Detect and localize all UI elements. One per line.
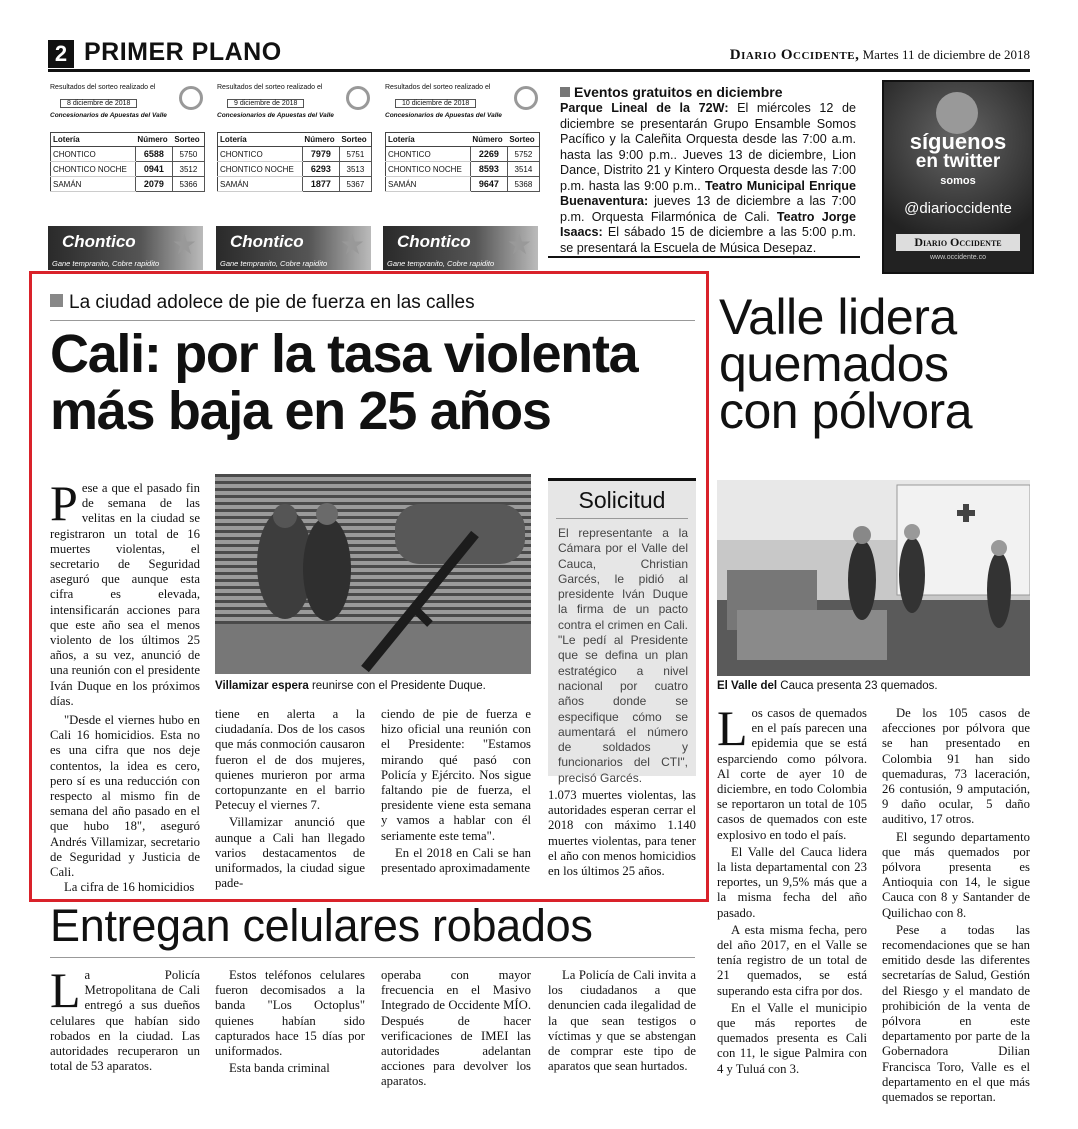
- juegos-logo-icon: [346, 86, 370, 110]
- lottery-draw: 3514: [507, 162, 539, 177]
- chontico-ad: [48, 226, 203, 270]
- lottery-concession: Concesionarios de Apuestas del Valle: [385, 112, 502, 119]
- lottery-number: 2079: [135, 177, 172, 192]
- col-header: Lotería: [386, 133, 471, 147]
- chontico-ad: [216, 226, 371, 270]
- events-title-text: Eventos gratuitos en diciembre: [574, 84, 783, 100]
- caption-bold: Villamizar espera: [215, 680, 309, 692]
- table-row: [51, 147, 205, 162]
- events-rule: [548, 256, 860, 258]
- issue-date: Martes 11 de diciembre de 2018: [862, 47, 1030, 62]
- square-bullet-icon: [560, 87, 570, 97]
- paragraph: operaba con mayor frecuencia en el Masivo Integrado de Occidente MÍO. Después de hacer verificaciones de IMEI las autoridades adelantan acciones para devolver los aparatos.: [381, 968, 531, 1089]
- star-icon: ★: [506, 230, 532, 261]
- paragraph: [717, 700, 867, 843]
- bird-mascot-icon: [936, 92, 978, 134]
- paragraph: tiene en alerta a la ciudadanía. Dos de los casos que más conmoción causaron fueron el de dos mujeres, quienes murieron por arma cortopunzante en el barrio Petecuy el viernes 7.: [215, 707, 365, 813]
- col-header: Sorteo: [339, 133, 371, 147]
- story-column: [215, 707, 365, 891]
- lottery-name: CHONTICO: [218, 147, 303, 162]
- lottery-table: [385, 132, 540, 192]
- event-venue: Teatro Municipal Enrique Buenaventura:: [560, 178, 856, 208]
- square-bullet-icon: [50, 294, 63, 307]
- lottery-result-box: [385, 84, 540, 214]
- event-text: El sábado 15 de diciembre a las 5:00 p.m. se presentará la Escuela de Música Desepaz.: [560, 225, 856, 255]
- paragraph: A esta misma fecha, pero del año 2017, en el Valle se tenía registro de un total de 21 quemados, se está superando esta cifra por dos.: [717, 922, 867, 998]
- lottery-header: Resultados del sorteo realizado el: [385, 84, 491, 91]
- headline-rule: [50, 957, 695, 958]
- lottery-number: 0941: [135, 162, 172, 177]
- lottery-draw: 3513: [339, 162, 371, 177]
- chontico-tagline: Gane tempranito, Cobre rapidito: [220, 259, 328, 268]
- paragraph: En el Valle el municipio que más reportes de quemados presenta es Cali con 11, le sigue Palmira con 4 y Tuluá con 3.: [717, 1000, 867, 1076]
- lottery-result-box: [217, 84, 372, 214]
- story-column: [882, 706, 1030, 1105]
- story-kicker: [50, 292, 475, 314]
- story-column: [50, 962, 200, 1074]
- col-header: Lotería: [218, 133, 303, 147]
- sidebar-text: El representante a la Cámara por el Valle del Cauca, Christian Garcés, le pidió al presidente Iván Duque la firma de un pacto contra el crimen en Cali. "Le pedí al Presidente que se defina un plan estratégico a nivel nacional por cuatro años donde se especifique cómo se aumentará el número de soldados y funcionarios del CTI", precisó Garcés.: [558, 526, 688, 785]
- table-row: [218, 162, 372, 177]
- paragraph-text: os casos de quemados en el país parecen una epidemia que se está esparciendo como pólvora. Al corte de ayer 10 de diciembre, en todo Colombia se reportaron un total de 105 casos de quemados con este explosivo en todo el país.: [717, 706, 867, 842]
- paragraph-text: a Policía Metropolitana de Cali entregó a sus dueños celulares que habían sido robados en la ciudad. Las autoridades recuperaron un total de 53 aparatos.: [50, 968, 200, 1074]
- caption-bold: El Valle del: [717, 680, 778, 692]
- paragraph: [50, 962, 200, 1074]
- lottery-number: 8593: [470, 162, 507, 177]
- lottery-name: CHONTICO: [386, 147, 471, 162]
- table-row: [218, 147, 372, 162]
- table-row: [218, 177, 372, 192]
- juegos-logo-icon: [514, 86, 538, 110]
- sidebar-rule: [556, 518, 688, 519]
- masthead: [730, 47, 1030, 64]
- caption-text: reunirse con el Presidente Duque.: [308, 680, 486, 692]
- events-body: [560, 101, 856, 256]
- sidebar-top-bar: [548, 478, 696, 481]
- lottery-table: [50, 132, 205, 192]
- col-header: Número: [470, 133, 507, 147]
- twitter-ad-line2: en twitter: [915, 151, 1001, 172]
- chontico-logo: Chontico: [230, 232, 304, 251]
- chontico-tagline: Gane tempranito, Cobre rapidito: [387, 259, 495, 268]
- twitter-ad-brand: Diario Occidente: [896, 234, 1020, 251]
- lottery-header: Resultados del sorteo realizado el: [217, 84, 323, 91]
- photo-caption: [215, 680, 535, 692]
- page-number: 2: [48, 40, 74, 68]
- lottery-date: 10 diciembre de 2018: [395, 99, 476, 108]
- lottery-header: Resultados del sorteo realizado el: [50, 84, 156, 91]
- col-header: Sorteo: [172, 133, 204, 147]
- lottery-draw: 5366: [172, 177, 204, 192]
- soldiers-photo: [215, 474, 531, 674]
- table-row: [386, 147, 540, 162]
- chontico-tagline: Gane tempranito, Cobre rapidito: [52, 259, 160, 268]
- lottery-name: CHONTICO NOCHE: [218, 162, 303, 177]
- paper-name: Diario Occidente,: [729, 47, 860, 63]
- lottery-number: 1877: [302, 177, 339, 192]
- story-column: [381, 707, 531, 876]
- lottery-number: 2269: [470, 147, 507, 162]
- events-title: [560, 84, 856, 100]
- lottery-number: 6588: [135, 147, 172, 162]
- chontico-logo: Chontico: [397, 232, 471, 251]
- event-venue: Parque Lineal de la 72W:: [560, 101, 729, 115]
- twitter-ad-url: www.occidente.co: [929, 254, 987, 261]
- twitter-ad-line3: somos: [940, 175, 976, 187]
- chontico-logo: Chontico: [62, 232, 136, 251]
- story-headline: Valle lidera quemados con pólvora: [719, 289, 972, 439]
- story-column: [548, 968, 696, 1074]
- lottery-draw: 5751: [339, 147, 371, 162]
- paragraph: El Valle del Cauca lidera la lista departamental con 23 reportes, un 9,5% más que a la misma fecha del año pasado.: [717, 844, 867, 920]
- twitter-handle: @diarioccidente: [904, 200, 1012, 217]
- lottery-number: 9647: [470, 177, 507, 192]
- paragraph: Estos teléfonos celulares fueron decomisados a la banda "Los Octoplus" quienes habían sido capturados hace 15 días por uniformados.: [215, 968, 365, 1059]
- event-venue: Teatro Jorge Isaacs:: [560, 209, 856, 239]
- twitter-ad: [882, 80, 1034, 274]
- story-headline: Entregan celulares robados: [50, 900, 593, 951]
- twitter-ad-line1: síguenos: [909, 129, 1007, 154]
- lottery-concession: Concesionarios de Apuestas del Valle: [50, 112, 167, 119]
- table-row: [386, 162, 540, 177]
- lottery-result-box: [50, 84, 205, 214]
- event-text: El miércoles 12 de diciembre se presentarán Grupo Ensamble Somos Pacífico y la Caleñita Orquesta desde las 7:00 a.m. hasta las 9:00 p.m.. Jueves 13 de diciembre, Lion Dance, Distrito 21 y Kintero Orquesta desde las 7:00 p.m. hasta las 9:00 p.m..: [560, 101, 856, 193]
- table-row: [51, 177, 205, 192]
- paragraph: 1.073 muertes violentas, las autoridades esperan cerrar el 2018 con máximo 1.140 muertes violentas, para tener el año con menos homicidios en los últimos 25 años.: [548, 788, 696, 879]
- story-headline: Cali: por la tasa violenta más baja en 25 años: [50, 324, 638, 441]
- lottery-name: CHONTICO NOCHE: [386, 162, 471, 177]
- lottery-draw: 5750: [172, 147, 204, 162]
- lottery-date: 8 diciembre de 2018: [60, 99, 137, 108]
- paragraph: El segundo departamento que más quemados por pólvora presenta es Antioquia con 14, le sigue Cauca con 8 y Santander de Quilichao con 8.: [882, 829, 1030, 920]
- lottery-draw: 5752: [507, 147, 539, 162]
- paragraph: Villamizar anunció que aunque a Cali han llegado varios destacamentos de uniformados, la ciudad sigue pade-: [215, 815, 365, 891]
- col-header: Sorteo: [507, 133, 539, 147]
- lottery-draw: 5367: [339, 177, 371, 192]
- col-header: Número: [135, 133, 172, 147]
- events-brief: [560, 84, 856, 256]
- star-icon: ★: [339, 230, 365, 261]
- caption-text: Cauca presenta 23 quemados.: [777, 680, 938, 692]
- col-header: Lotería: [51, 133, 136, 147]
- chontico-ad: [383, 226, 538, 270]
- drop-cap: L: [50, 962, 81, 1018]
- sidebar-title: Solicitud: [578, 487, 666, 513]
- col-header: Número: [302, 133, 339, 147]
- lottery-draw: 5368: [507, 177, 539, 192]
- drop-cap: L: [717, 700, 748, 756]
- table-row: [51, 162, 205, 177]
- lottery-name: SAMÁN: [218, 177, 303, 192]
- lottery-table: [217, 132, 372, 192]
- paragraph: ciendo de pie de fuerza e hizo oficial una reunión con el Presidente: "Estamos mirando qué pasó con Policía y Ejército. Nos sigue faltando pie de fuerza, el presidente viene esta semana y vamos a hablar con él seriamente este tema".: [381, 707, 531, 843]
- story-column: [381, 968, 531, 1090]
- top-rule: [48, 69, 1030, 72]
- story-column: [717, 700, 867, 1077]
- lottery-number: 7979: [302, 147, 339, 162]
- lottery-name: CHONTICO NOCHE: [51, 162, 136, 177]
- lottery-draw: 3512: [172, 162, 204, 177]
- photo-caption: [717, 680, 1037, 692]
- lottery-name: CHONTICO: [51, 147, 136, 162]
- paragraph: La Policía de Cali invita a los ciudadanos a que denuncien cada ilegalidad de la que sean testigos o víctimas y que se abstengan de comprar este tipo de aparatos que sean hurtados.: [548, 968, 696, 1074]
- paragraph: De los 105 casos de afecciones por pólvora que se han presentado en Colombia 91 han sido quemaduras, 73 laceración, 26 contusión, 9 amputación, 9 daño ocular, 5 daño auditivo, 17 otros.: [882, 706, 1030, 827]
- paragraph: En el 2018 en Cali se han presentado aproximadamente: [381, 845, 531, 876]
- kicker-rule: [50, 320, 695, 321]
- story-column: [50, 475, 200, 895]
- star-icon: ★: [171, 230, 197, 261]
- lottery-name: SAMÁN: [386, 177, 471, 192]
- table-row: [386, 177, 540, 192]
- story-column: [548, 788, 696, 879]
- drop-cap: P: [50, 475, 78, 531]
- lottery-name: SAMÁN: [51, 177, 136, 192]
- lottery-date: 9 diciembre de 2018: [227, 99, 304, 108]
- paragraph: Pese a todas las recomendaciones que se han emitido desde las diferentes secretarías de Salud, Gestión del Riesgo y el mandato de prohibición de la venta de pólvora en este departamento por parte de la Gobernadora Dilian Francisca Toro, Valle es el departamento en el que más quemados se reportan.: [882, 922, 1030, 1105]
- lottery-number: 6293: [302, 162, 339, 177]
- juegos-logo-icon: [179, 86, 203, 110]
- paragraph: Esta banda criminal: [229, 1061, 330, 1076]
- story-photo: [717, 480, 1030, 676]
- paragraph: [50, 475, 200, 709]
- kicker-text: La ciudad adolece de pie de fuerza en las calles: [69, 292, 475, 313]
- event-text: jueves 13 de diciembre a las 7:00 p.m. Orquesta Filarmónica de Cali.: [560, 194, 856, 224]
- story-photo: [215, 474, 531, 674]
- story-column: [215, 968, 365, 1076]
- fireworks-stand-photo: [717, 480, 1030, 676]
- lottery-concession: Concesionarios de Apuestas del Valle: [217, 112, 334, 119]
- paragraph: La cifra de 16 homicidios: [64, 880, 195, 895]
- paragraph-text: ese a que el pasado fin de semana de las velitas en la ciudad se registraron un total de 16 muertes violentas, el secretario de Seguridad aseguró que aunque esta cifra es elevada, intensificarán acciones para que este año sea el menos violento de los últimos 25 años, a su vez, anunció de una reunión con el presidente Iván Duque en los próximos días.: [50, 481, 200, 708]
- section-title: PRIMER PLANO: [84, 38, 282, 66]
- paragraph: "Desde el viernes hubo en Cali 16 homicidios. Esta no es una cifra que nos deje contentos, la idea es cero, pero sí es una reducción con respecto al mismo fin de semana del año pasado en el que hubo 18", aseguró Andrés Villamizar, secretario de Seguridad y Justicia de Cali.: [50, 713, 200, 880]
